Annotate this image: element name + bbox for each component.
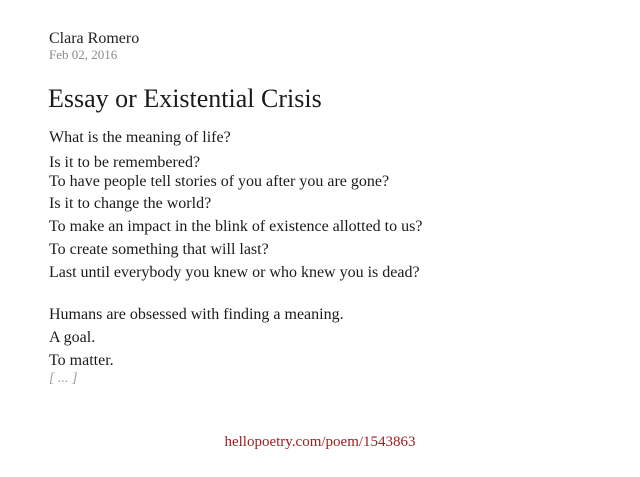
poem-line: To matter. xyxy=(49,352,114,369)
poem-line: What is the meaning of life? xyxy=(49,129,231,146)
poem-line: Is it to be remembered? xyxy=(49,154,201,171)
poem-line: Humans are obsessed with finding a meaning. xyxy=(49,306,344,323)
poem-url-link[interactable]: hellopoetry.com/poem/1543863 xyxy=(224,434,416,450)
poem-line: To create something that will last? xyxy=(49,241,269,258)
poem-line: Last until everybody you knew or who knew you is dead? xyxy=(49,264,420,281)
poem-line: Is it to change the world? xyxy=(49,195,212,212)
poem-line: To have people tell stories of you after you are gone? xyxy=(49,173,390,190)
author-name[interactable]: Clara Romero xyxy=(49,30,140,47)
poem-line: To make an impact in the blink of existence allotted to us? xyxy=(49,218,423,235)
post-date: Feb 02, 2016 xyxy=(49,47,118,62)
poem-line: A goal. xyxy=(49,329,96,346)
read-more-ellipsis[interactable]: [ ... ] xyxy=(49,371,78,386)
poem-title: Essay or Existential Crisis xyxy=(48,84,322,113)
